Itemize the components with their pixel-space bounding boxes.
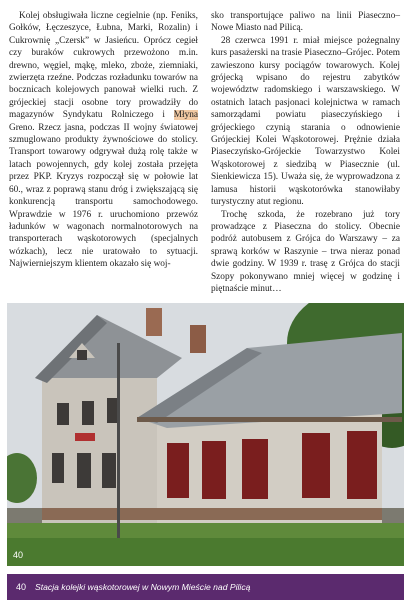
footer-caption-bar — [7, 574, 404, 600]
paragraph: sko transportujące paliwo na linii Piaseczno–Nowe Miasto nad Pilicą. — [211, 11, 400, 34]
paragraph: Trochę szkoda, że rozebrano już tory prowadzące z Piaseczna do stolicy. Obecnie podróż autobusem z Grójca do Warszawy – za sprawą korków w Raszynie – trwa nieraz ponad dwie godziny. W 1939 r. trasę z Grójca do stacji Szopy pokonywano mniej więcej w godzinę i piętnaście minut… — [211, 209, 400, 294]
paragraph-text: Greno. Rzecz jasna, podczas II wojny światowej szmuglowano produkty żywnościowe do stolicy. Transport towarowy odgrywał dużą rolę także w latach powojennych, gdy kolej została przejęta przez PKP. Kryzys rozpoczął się w połowie lat 60., wraz z poprawą stanu dróg i zwiększającą się konkurencją transportu samochodowego. Wprawdzie w 1976 r. uruchomiono przewóz ładunków w wagonach normalnotorowych na transporterach wąskotorowych (specjalnych wózkach), lecz nie uratowało to sytuacji. Najwierniejszym klientem okazało się woj- — [9, 122, 198, 270]
station-building-photo — [7, 303, 404, 566]
photo-illustration — [7, 303, 404, 566]
left-text-column — [9, 10, 198, 271]
right-text-column — [211, 10, 400, 295]
paragraph — [9, 10, 198, 271]
photo-caption: Stacja kolejki wąskotorowej w Nowym Mieście nad Pilicą — [35, 582, 251, 592]
paragraph-text: Kolej obsługiwała liczne cegielnie (np. Feniks, Gołków, Łęczeszyce, Łubna, Marki, Rozalin) i Cukrownię „Czersk” w Jasieńcu. Oprócz cegieł czy buraków cukrowych przewożono m.in. drewno, węgiel, mąkę, mleko, zboże, ziemniaki, zwierzęta rzeźne. Podczas rozładunku towarów na bocznicach kolejowych panował wielki ruch. Z grójeckiej stacji osobne tory prowadziły do magazynów Syndykatu Rolniczego i — [9, 11, 198, 121]
paragraph: 28 czerwca 1991 r. miał miejsce pożegnalny kurs pasażerski na trasie Piaseczno–Grójec. Potem zawieszono kursy pociągów towarowych. Kolej grójecką wpisano do rejestru zabytków województw radomskiego i warszawskiego. W ostatnich latach pasjonaci kolejnictwa w ramach samorządami powiatu piaseczyńskiego i grójeckiego czynią starania o odnowienie Grójeckiej Kolei Wąskotorowej. Prężnie działa Piaseczyńsko-Grójeckie Towarzystwo Kolei Wąskotorowej z siedzibą w Piasecznie (ul. Sienkiewicza 15). Uważa się, że wyprowadzona z lamusa historii wąskotorówka stanowiłaby turystyczny atut regionu. — [211, 35, 400, 208]
footer-page-number: 40 — [16, 582, 27, 592]
highlighted-word[interactable]: Młyna — [173, 110, 198, 121]
photo-page-number: 40 — [13, 550, 24, 560]
